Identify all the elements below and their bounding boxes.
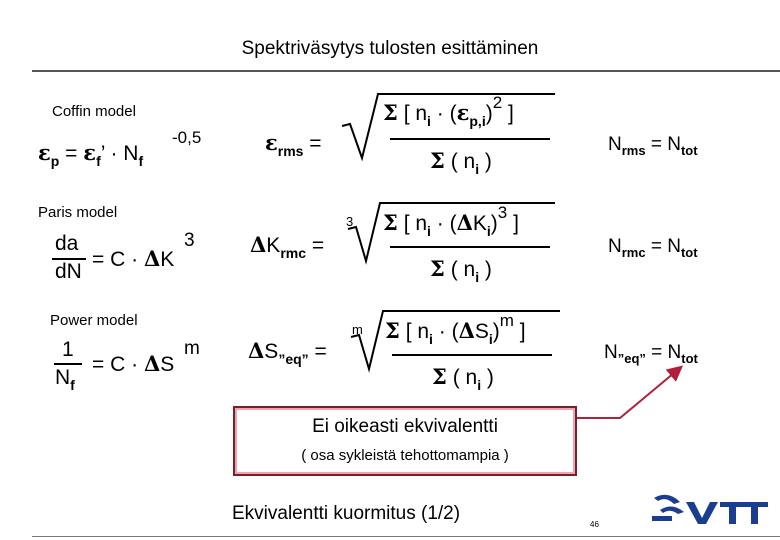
callout-arrow: [570, 360, 690, 430]
rms-numerator: Σ [ $n_i \cdot (\varepsilon_{p,i})^2$ ]: [383, 93, 514, 129]
callout-sub-text: ( osa sykleistä tehottomampia ): [301, 447, 509, 464]
coffin-model-label: Coffin model: [52, 103, 136, 120]
paris-numerator: da: [55, 232, 79, 255]
rms-power: 2: [492, 93, 503, 112]
rmc-numerator: Σ [ $n_i \cdot (\Delta K_i)^3$ ]: [383, 203, 519, 239]
power-rhs: = C · ΔS: [92, 351, 175, 376]
power-fraction-line: [54, 363, 82, 365]
eq-denominator: Σ ( $n_i$ ): [432, 364, 494, 393]
coffin-equation: $\varepsilon_p = \varepsilon_f$’ · $N_f$: [38, 140, 144, 169]
paris-denominator: dN: [55, 260, 82, 283]
rmc-result: $N_{rmc} = N_{tot}$: [608, 236, 698, 260]
paris-rhs: = C · ΔK: [92, 246, 175, 271]
rmc-inner-subscript: i: [486, 223, 491, 239]
power-model-label: Power model: [50, 312, 138, 329]
rmc-denominator: Σ ( $n_i$ ): [430, 256, 492, 285]
eq-power: m: [499, 311, 514, 330]
slide-title: Spektriväsytys tulosten esittäminen: [241, 38, 539, 59]
callout-main-text: Ei oikeasti ekvivalentti: [312, 416, 498, 437]
vtt-logo: [650, 488, 770, 528]
rmc-lhs-subscript: rmc: [280, 245, 306, 261]
power-exponent: m: [184, 338, 200, 359]
page-number: 46: [590, 520, 599, 529]
eq-lhs: $\Delta S_{”eq”}$ =: [248, 338, 327, 367]
eq-root-index: m: [352, 322, 363, 337]
eq-lhs-subscript: ”eq”: [278, 351, 309, 367]
power-denominator: $N_f$: [55, 366, 75, 393]
bottom-divider: [32, 536, 780, 537]
rms-lhs: $\varepsilon_{rms}$ =: [265, 130, 322, 159]
rms-result: $N_{rms} = N_{tot}$: [608, 134, 698, 158]
footer-title: Ekvivalentti kuormitus (1/2): [232, 503, 461, 524]
eq-numerator: Σ [ $n_i \cdot (\Delta S_i)^m$ ]: [385, 311, 526, 347]
rms-lhs-subscript: rms: [277, 143, 304, 159]
title-divider: [32, 70, 780, 72]
rmc-power: 3: [497, 203, 508, 222]
eq-fraction-line: [392, 354, 552, 356]
coffin-exponent: -0,5: [172, 128, 202, 147]
rmc-lhs: $\Delta K_{rmc}$ =: [250, 232, 325, 261]
rmc-fraction-line: [390, 246, 550, 248]
eq-result: $N_{”eq”} = N_{tot}$: [604, 342, 698, 366]
paris-exponent: 3: [184, 230, 195, 251]
paris-model-label: Paris model: [38, 204, 118, 221]
rms-inner-subscript: p,i: [469, 113, 486, 129]
rmc-root-index: 3: [346, 214, 354, 229]
rms-denominator: Σ ( $n_i$ ): [430, 148, 492, 177]
rms-fraction-line: [390, 138, 550, 140]
eq-inner-subscript: i: [488, 331, 493, 347]
power-numerator: 1: [62, 338, 74, 361]
